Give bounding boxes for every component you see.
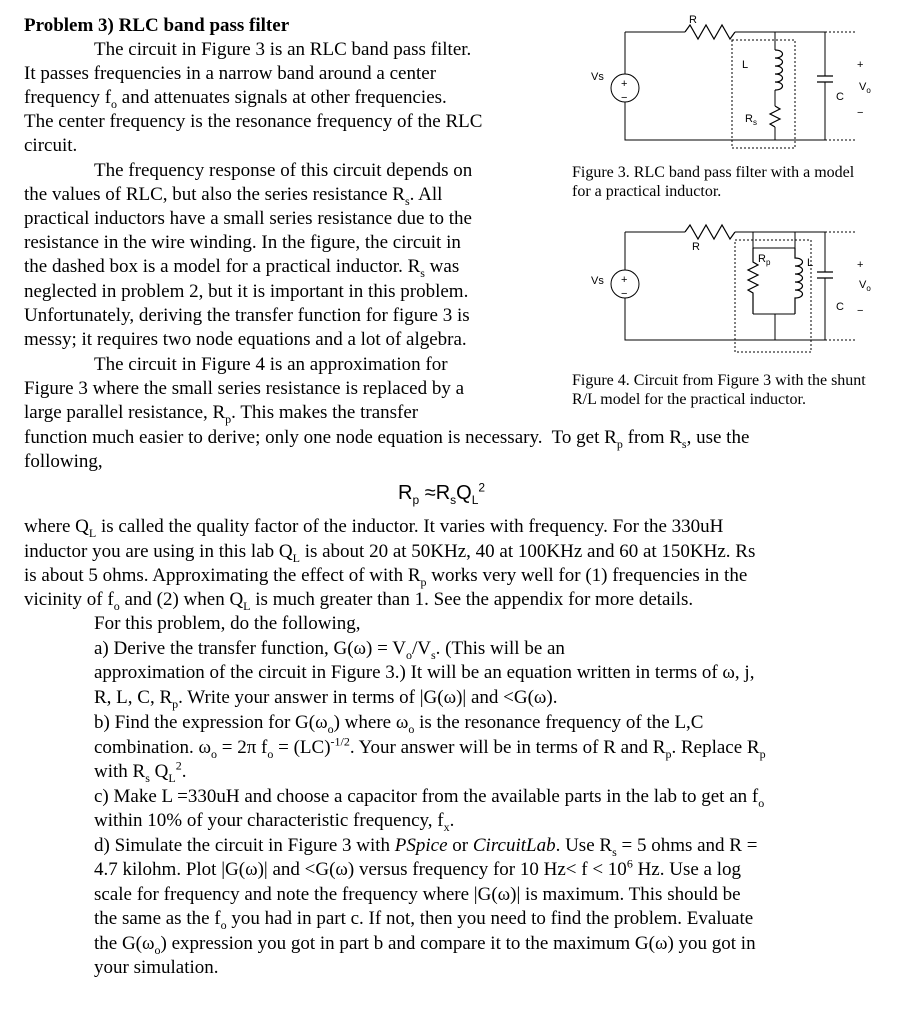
figure-4-caption-2: R/L model for the practical inductor. <box>572 391 806 408</box>
task-b-line-3: with $R_s$ $Q_L^2$. <box>94 758 187 785</box>
para3-line-1: The circuit in Figure 4 is an approximation for <box>94 354 448 375</box>
para2-line-6: neglected in problem 2, but it is important in this problem. <box>24 281 469 302</box>
figure-3-circuit <box>585 10 885 160</box>
fig4-source-plus: + <box>621 274 628 286</box>
intro-line-4: The center frequency is the resonance frequency of the RLC <box>24 111 483 132</box>
fig4-label-l: L <box>807 257 814 269</box>
task-d-line-3: scale for frequency and note the frequency where |G(ω)| is maximum. This should be <box>94 884 741 905</box>
rp-formula: $R_p \approx R_sQ_L^2$ <box>398 480 486 507</box>
intro-line-3: frequency $f_o$ and attenuates signals at other frequencies. <box>24 87 447 111</box>
fig4-output-minus: − <box>857 305 864 317</box>
fig3-resistor-rs <box>770 106 780 127</box>
fig3-label-vs: Vs <box>591 71 604 83</box>
task-b-line-2: combination. $\omega_o = 2\pi$ $f_o = (LC)^{-1/2}$. Your answer will be in terms of R and $R_p$. Replace $R_p$ <box>94 734 766 761</box>
intro-line-2: It passes frequencies in a narrow band around a center <box>24 63 437 84</box>
fig3-output-minus: − <box>857 107 864 119</box>
task-c-line-2: within 10% of your characteristic frequency, $f_x$. <box>94 810 455 834</box>
para4-line-1: where $Q_L$ is called the quality factor of the inductor. It varies with frequency. For the 330uH <box>24 516 724 540</box>
fig4-label-r: R <box>692 241 700 253</box>
fig3-label-r: R <box>689 14 697 26</box>
para2-line-7: Unfortunately, deriving the transfer function for figure 3 is <box>24 305 470 326</box>
figure-3-caption-2: for a practical inductor. <box>572 183 722 200</box>
fig3-wire-bottom <box>625 92 825 140</box>
para2-line-4: resistance in the wire winding. In the figure, the circuit in <box>24 232 461 253</box>
fig3-wire-top-right <box>735 32 825 76</box>
fig3-source-plus: + <box>621 78 628 90</box>
para4-line-4: vicinity of $f_o$ and (2) when $Q_L$ is much greater than 1. See the appendix for more details. <box>24 589 694 613</box>
fig4-output-leads <box>825 232 855 340</box>
fig4-source-minus: − <box>621 288 628 300</box>
fig4-inductor-l <box>795 248 803 314</box>
intro-line-1: The circuit in Figure 3 is an RLC band pass filter. <box>94 39 472 60</box>
fig4-output-plus: + <box>857 259 864 271</box>
task-d-line-6: your simulation. <box>94 957 219 978</box>
fig3-output-plus: + <box>857 59 864 71</box>
para4-line-2: inductor you are using in this lab $Q_L$ is about 20 at 50KHz, 40 at 100KHz and 60 at 150KHz. Rs <box>24 541 756 565</box>
task-d-line-5: the $G(\omega_o)$ expression you got in part b and compare it to the maximum G(ω) you got in <box>94 933 756 957</box>
task-b-line-1: b) Find the expression for $G(\omega_o)$ where $\omega_o$ is the resonance frequency of the L,C <box>94 712 704 736</box>
figure-4-caption-1: Figure 4. Circuit from Figure 3 with the shunt <box>572 372 866 389</box>
task-d-line-2: 4.7 kilohm. Plot |G(ω)| and <G(ω) versus frequency for 10 $Hz< f < 10^6$ Hz. Use a log <box>94 856 741 880</box>
fig4-label-c: C <box>836 301 844 313</box>
fig3-label-vo: $V_o$ <box>859 81 871 95</box>
fig3-label-l: L <box>742 59 749 71</box>
fig3-label-c: C <box>836 91 844 103</box>
fig4-resistor-rp <box>748 248 758 314</box>
task-d-line-4: the same as the $f_o$ you had in part c. If not, then you need to find the problem. Evaluate <box>94 908 754 932</box>
fig3-capacitor-c <box>817 76 833 82</box>
fig4-capacitor-c <box>817 272 833 278</box>
fig3-inductor-l <box>775 50 783 90</box>
para4-line-3: is about 5 ohms. Approximating the effect of with $R_p$ works very well for (1) frequencies in the <box>24 565 748 589</box>
figure-3-caption-1: Figure 3. RLC band pass filter with a model <box>572 164 855 181</box>
para3-line-3: large parallel resistance, $R_p$. This makes the transfer <box>24 402 419 426</box>
fig4-label-rp: $R_p$ <box>758 253 771 267</box>
figure-4-circuit <box>585 210 885 365</box>
para3-line-2: Figure 3 where the small series resistance is replaced by a <box>24 378 465 399</box>
para2-line-8: messy; it requires two node equations and a lot of algebra. <box>24 329 467 350</box>
task-a-line-2: approximation of the circuit in Figure 3.) It will be an equation written in terms of ω, j, <box>94 662 755 683</box>
fig3-output-leads <box>825 32 855 140</box>
task-d-line-1: d) Simulate the circuit in Figure 3 with PSpice or CircuitLab. Use $R_s = 5$ ohms and R = <box>94 835 758 859</box>
problem-title: Problem 3) RLC band pass filter <box>24 15 290 36</box>
para3-line-4: function much easier to derive; only one node equation is necessary. To get $R_p$ from $R_s$, use the <box>24 427 750 451</box>
fig4-label-vs: Vs <box>591 275 604 287</box>
fig3-dashed-box <box>732 40 795 148</box>
fig3-resistor-r <box>685 25 735 39</box>
task-a-line-1: a) Derive the transfer function, $G(\omega) = V_o/V_s$. (This will be an <box>94 638 565 662</box>
fig4-dashed-box <box>735 240 814 352</box>
fig3-source-minus: − <box>621 92 628 104</box>
fig4-label-vo: $V_o$ <box>859 279 871 293</box>
fig3-label-rs: $R_s$ <box>745 113 757 127</box>
task-intro: For this problem, do the following, <box>94 613 361 634</box>
para3-line-5: following, <box>24 451 103 472</box>
task-c-line-1: c) Make L =330uH and choose a capacitor from the available parts in the lab to get an $f_o$ <box>94 786 765 810</box>
fig4-resistor-r <box>685 225 735 239</box>
para2-line-2: the values of RLC, but also the series resistance $R_s$. All <box>24 184 443 208</box>
intro-line-5: circuit. <box>24 135 78 156</box>
para2-line-1: The frequency response of this circuit depends on <box>94 160 473 181</box>
para2-line-3: practical inductors have a small series resistance due to the <box>24 208 472 229</box>
task-a-line-3: R, L, C, $R_p$. Write your answer in terms of |G(ω)| and <G(ω). <box>94 687 558 711</box>
para2-line-5: the dashed box is a model for a practical inductor. $R_s$ was <box>24 256 460 280</box>
